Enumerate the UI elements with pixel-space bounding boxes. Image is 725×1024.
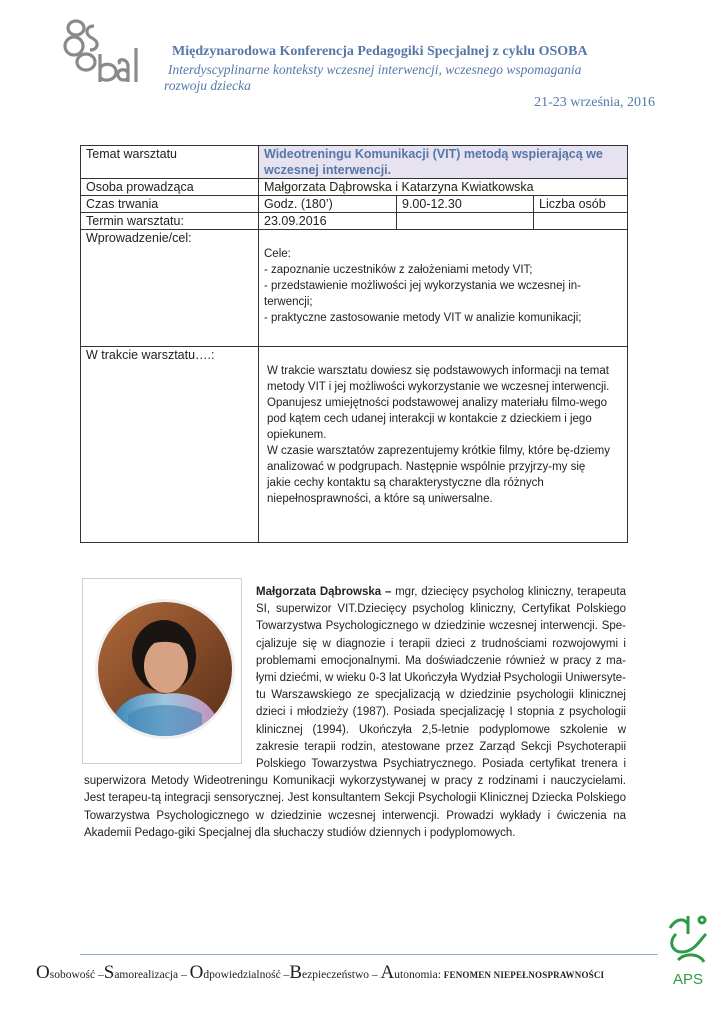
- topic-value: Wideotreningu Komunikacji (VIT) metodą wspierającą we wczesnej interwencji.: [259, 146, 628, 179]
- conference-date: 21-23 września, 2016: [534, 95, 655, 110]
- course-paragraph: W czasie warsztatów zaprezentujemy krótkie filmy, które bę-dziemy analizować w podgrupach. Następnie wspólnie przyjrzy-my się jakie cechy kontaktu są charakterystyczne dla różnych niepełnosprawności, a które są uniwersalne.: [267, 445, 610, 505]
- empty-cell-1: [397, 213, 534, 230]
- workshop-table: [80, 145, 628, 543]
- photo-spacer: [84, 584, 256, 770]
- leader-row: [81, 179, 628, 196]
- footer-word: ezpieczeństwo –: [302, 969, 381, 981]
- goal-item: - praktyczne zastosowanie metody VIT w analizie komunikacji;: [264, 312, 582, 324]
- course-cell: [259, 347, 628, 543]
- empty-cell-2: [534, 213, 628, 230]
- footer-caps: FENOMEN NIEPEŁNOSPRAWNOŚCI: [443, 970, 605, 980]
- people-label: Liczba osób: [534, 196, 628, 213]
- goal-item: - zapoznanie uczestników z założeniami metody VIT;: [264, 264, 533, 276]
- footer-letter: O: [36, 962, 50, 983]
- intro-label: Wprowadzenie/cel:: [81, 230, 259, 347]
- aps-label: APS: [672, 971, 704, 988]
- goal-item: - przedstawienie możliwości jej wykorzystania we wczesnej in-terwencji;: [264, 280, 581, 308]
- bio-body: mgr, dziecięcy psycholog kliniczny, terapeuta SI, superwizor VIT.Dziecięcy psycholog kliniczny, Certyfikat Polskiego Towarzystwa Psychologicznego w dziedzinie wczesnej interwencji. Spe-cjalizuje się w diagnozie i terapii dzieci z trudnościami rozwojowymi i problemami emocjonalnymi. Ma doświadczenie również w pracy z ma-łymi dziećmi, w wieku 0-3 lat Ukończyła Wydział Psychologii Uniwersyte-tu Warszawskiego ze specjalizacją w dziedzinie psychologii klinicznej dzieci i młodzieży (1987). Posiada specjalizację I stopnia z psychologii klinicznej (1994). Ukończyła 2,5-letnie podyplomowe szkolenie w zakresie terapii rodzin, atestowane przez Zarząd Sekcji Psychoterapii Polskiego Towarzystwa Psychiatrycznego. Posiada certyfikat trenera i superwizora Metody Wideotreningu Komunikacji wykorzystywanej w pracy z rodzinami i nauczycielami. Jest terapeu-tą integracji sensorycznej. Jest konsultantem Sekcji Psychologii Klinicznej Dziecka Polskiego Towarzystwa Psychologicznego w dziedzinie wczesnej interwencji. Prowadzi wykłady i ćwiczenia na Akademii Pedago-giki Specjalnej dla słuchaczy studiów dziennych i podyplomowych.: [84, 586, 626, 839]
- subtitle-line-2: rozwoju dziecka: [164, 78, 251, 93]
- footer-divider: [80, 954, 658, 955]
- footer-word: amorealizacja –: [114, 969, 190, 981]
- course-label: W trakcie warsztatu….:: [81, 347, 259, 543]
- topic-label: Temat warsztatu: [81, 146, 259, 179]
- goals-cell: [259, 230, 628, 347]
- footer-letter: B: [289, 962, 302, 983]
- goals-heading: Cele:: [264, 248, 291, 260]
- footer-letter: A: [380, 962, 395, 983]
- footer-word: utonomia:: [394, 969, 444, 981]
- conference-title: Międzynarodowa Konferencja Pedagogiki Specjalnej z cyklu OSOBA: [172, 44, 588, 59]
- leader-value: Małgorzata Dąbrowska i Katarzyna Kwiatkowska: [259, 179, 628, 196]
- date-row: [81, 213, 628, 230]
- footer-letter: O: [189, 962, 204, 983]
- footer-word: dpowiedzialność –: [203, 969, 290, 981]
- aps-logo-icon: [664, 912, 712, 988]
- osoba-logo-icon: [60, 18, 140, 90]
- duration-label: Czas trwania: [81, 196, 259, 213]
- course-row: [81, 347, 628, 543]
- topic-row: [81, 146, 628, 179]
- subtitle-line-1: Interdyscyplinarne konteksty wczesnej interwencji, wczesnego wspomagania: [168, 62, 582, 77]
- date-label: Termin warsztatu:: [81, 213, 259, 230]
- course-paragraph: Opanujesz umiejętności podstawowej analizy materiału filmo-wego pod kątem cech udanej interakcji w kontakcie z dzieckiem i jego opiekunem.: [267, 397, 608, 441]
- date-value: 23.09.2016: [259, 213, 397, 230]
- footer-word: sobowość –: [49, 969, 104, 981]
- footer-motto: [36, 962, 604, 984]
- bio-text: [84, 584, 626, 842]
- footer-letter: S: [103, 962, 115, 983]
- conference-subtitle: [164, 62, 664, 94]
- bio-name: Małgorzata Dąbrowska –: [256, 586, 392, 598]
- duration-value: Godz. (180’): [259, 196, 397, 213]
- leader-label: Osoba prowadząca: [81, 179, 259, 196]
- time-value: 9.00-12.30: [397, 196, 534, 213]
- course-paragraph: W trakcie warsztatu dowiesz się podstawowych informacji na temat metody VIT i jej możliwości wykorzystanie we wczesnej interwencji.: [267, 365, 610, 393]
- intro-row: [81, 230, 628, 347]
- duration-row: [81, 196, 628, 213]
